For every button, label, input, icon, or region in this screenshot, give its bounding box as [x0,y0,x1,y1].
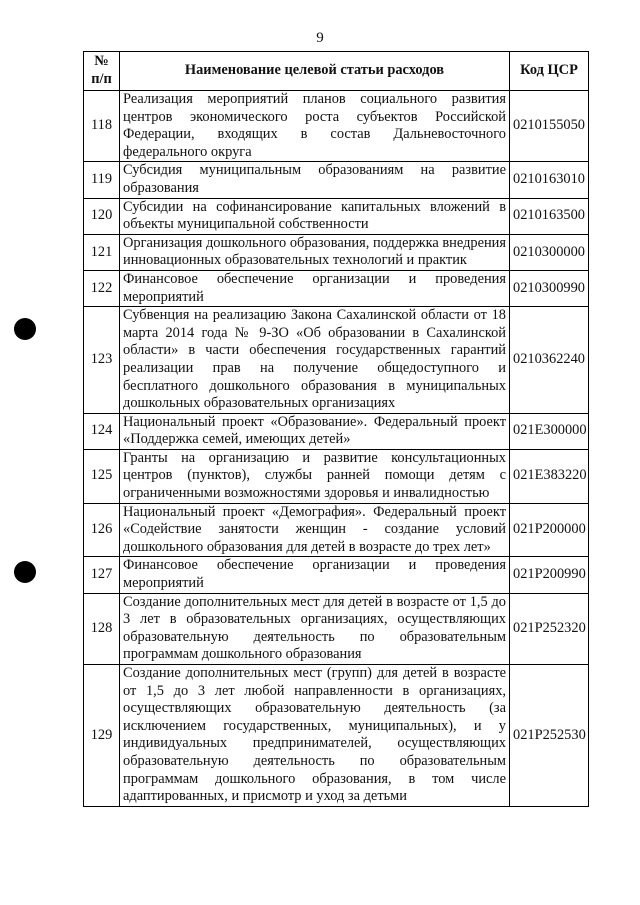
row-name: Национальный проект «Демография». Федеральный проект «Содействие занятости женщин - создание условий дошкольного образования для детей в возрасте до трех лет» [120,503,510,557]
table-row [84,593,589,664]
row-number: 122 [84,270,120,306]
table-row [84,413,589,449]
table-row [84,665,589,807]
budget-classification-table [83,51,589,807]
row-code: 0210300990 [510,270,589,306]
row-code: 021P252320 [510,593,589,664]
row-name: Субвенция на реализацию Закона Сахалинской области от 18 марта 2014 года № 9-ЗО «Об образовании в Сахалинской области» в части обеспечения государственных гарантий реализации прав на получение общедоступного и бесплатного дошкольного образования в муниципальных дошкольных образовательных организациях [120,307,510,414]
row-number: 128 [84,593,120,664]
row-name: Финансовое обеспечение организации и проведения мероприятий [120,270,510,306]
table-row [84,503,589,557]
row-code: 0210362240 [510,307,589,414]
table-header-row [84,52,589,91]
header-code: Код ЦСР [510,52,589,91]
row-name: Реализация мероприятий планов социального развития центров экономического роста субъектов Российской Федерации, входящих в состав Дальневосточного федерального округа [120,91,510,162]
row-name: Создание дополнительных мест (групп) для детей в возрасте от 1,5 до 3 лет любой направленности в организациях, осуществляющих образовательную деятельность (за исключением государственных, муниципальных), и у индивидуальных предпринимателей, осуществляющих образовательную деятельность по образовательным программам дошкольного образования, в том числе адаптированных, и присмотр и уход за детьми [120,665,510,807]
row-number: 121 [84,234,120,270]
row-name: Создание дополнительных мест для детей в возрасте от 1,5 до 3 лет в образовательных организациях, осуществляющих образовательную деятельность по образовательным программам дошкольного образования [120,593,510,664]
page-number: 9 [316,30,324,46]
row-number: 123 [84,307,120,414]
row-number: 127 [84,557,120,593]
row-code: 021P252530 [510,665,589,807]
row-name: Организация дошкольного образования, поддержка внедрения инновационных образовательных технологий и практик [120,234,510,270]
table-row [84,198,589,234]
header-number: № п/п [84,52,120,91]
row-number: 129 [84,665,120,807]
table-row [84,557,589,593]
punch-hole-lower [14,561,36,583]
table-row [84,162,589,198]
header-name: Наименование целевой статьи расходов [120,52,510,91]
row-name: Национальный проект «Образование». Федеральный проект «Поддержка семей, имеющих детей» [120,413,510,449]
row-code: 0210155050 [510,91,589,162]
row-number: 125 [84,449,120,503]
table-row [84,270,589,306]
row-number: 119 [84,162,120,198]
row-code: 021P200000 [510,503,589,557]
row-name: Субсидия муниципальным образованиям на развитие образования [120,162,510,198]
row-name: Финансовое обеспечение организации и проведения мероприятий [120,557,510,593]
row-code: 021P200990 [510,557,589,593]
row-number: 126 [84,503,120,557]
row-number: 118 [84,91,120,162]
row-code: 021E383220 [510,449,589,503]
table-row [84,307,589,414]
row-code: 0210163010 [510,162,589,198]
row-number: 120 [84,198,120,234]
punch-hole-upper [14,318,36,340]
row-code: 0210163500 [510,198,589,234]
row-number: 124 [84,413,120,449]
row-name: Субсидии на софинансирование капитальных вложений в объекты муниципальной собственности [120,198,510,234]
row-code: 0210300000 [510,234,589,270]
table-row [84,449,589,503]
row-code: 021E300000 [510,413,589,449]
table-row [84,91,589,162]
table-row [84,234,589,270]
row-name: Гранты на организацию и развитие консультационных центров (пунктов), службы ранней помощи детям с ограниченными возможностями здоровья и инвалидностью [120,449,510,503]
